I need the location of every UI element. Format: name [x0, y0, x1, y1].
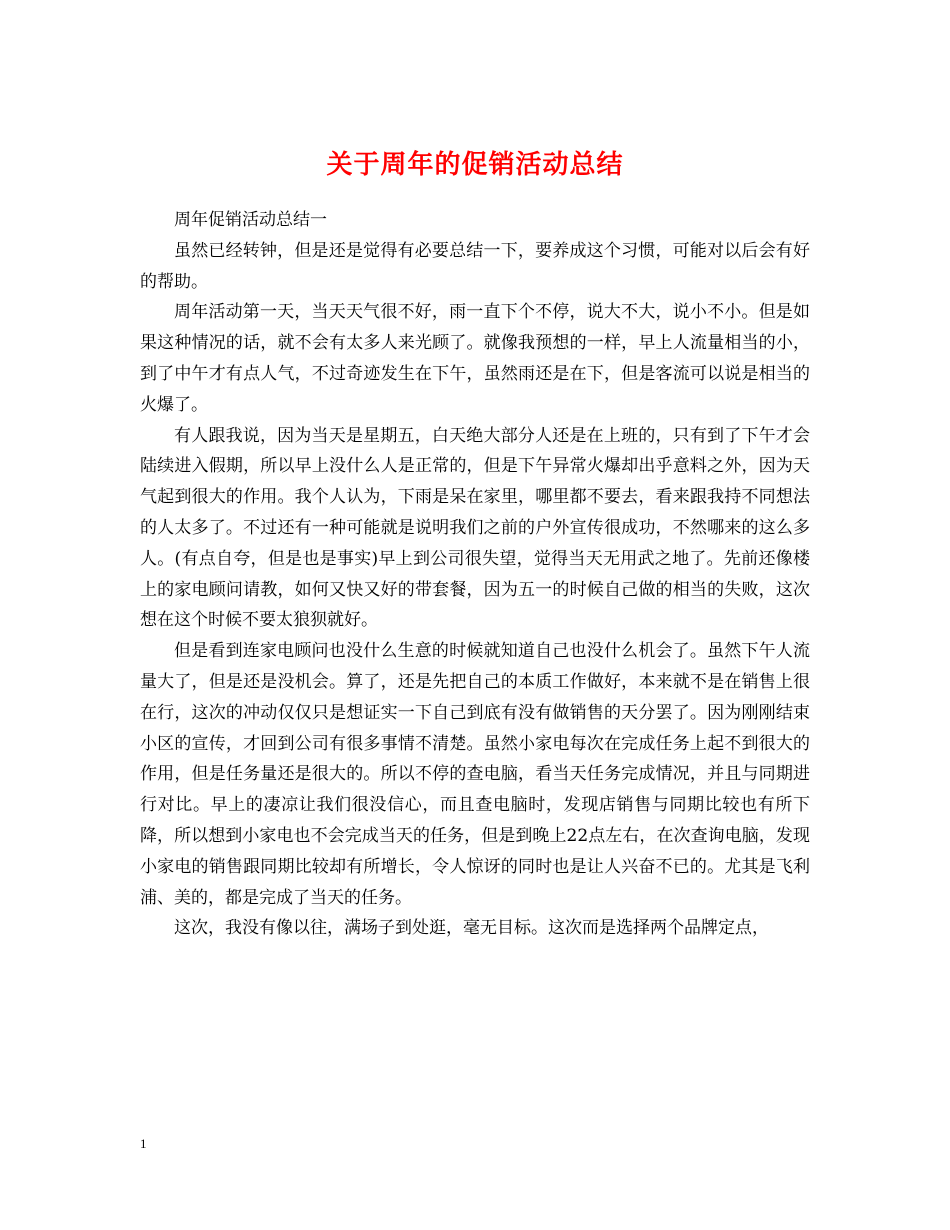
paragraph: 虽然已经转钟，但是还是觉得有必要总结一下，要养成这个习惯，可能对以后会有好的帮助。	[140, 240, 810, 292]
page-number: 1	[140, 1136, 147, 1151]
section-heading: 周年促销活动总结一	[174, 210, 327, 230]
paragraph: 这次，我没有像以往，满场子到处逛，毫无目标。这次而是选择两个品牌定点，	[174, 918, 769, 939]
document-body	[140, 205, 810, 944]
paragraph: 周年活动第一天，当天天气很不好，雨一直下个不停，说大不大，说小不小。但是如果这种情况的话，就不会有太多人来光顾了。就像我预想的一样，早上人流量相当的小，到了中午才有点人气，不过奇迹发生在下午，虽然雨还是在下，但是客流可以说是相当的火爆了。	[140, 302, 810, 415]
paragraph: 有人跟我说，因为当天是星期五，白天绝大部分人还是在上班的，只有到了下午才会陆续进入假期，所以早上没什么人是正常的，但是下午异常火爆却出乎意料之外，因为天气起到很大的作用。我个人认为，下雨是呆在家里，哪里都不要去，看来跟我持不同想法的人太多了。不过还有一种可能就是说明我们之前的户外宣传很成功，不然哪来的这么多人。(有点自夸，但是也是事实)早上到公司很失望，觉得当天无用武之地了。先前还像楼上的家电顾问请教，如何又快又好的带套餐，因为五一的时候自己做的相当的失败，这次想在这个时候不要太狼狈就好。	[140, 425, 810, 631]
document-title: 关于周年的促销活动总结	[326, 150, 624, 181]
paragraph: 但是看到连家电顾问也没什么生意的时候就知道自己也没什么机会了。虽然下午人流量大了，但是还是没机会。算了，还是先把自己的本质工作做好，本来就不是在销售上很在行，这次的冲动仅仅只是想证实一下自己到底有没有做销售的天分罢了。因为刚刚结束小区的宣传，才回到公司有很多事情不清楚。虽然小家电每次在完成任务上起不到很大的作用，但是任务量还是很大的。所以不停的查电脑，看当天任务完成情况，并且与同期进行对比。早上的凄凉让我们很没信心，而且查电脑时，发现店销售与同期比较也有所下降，所以想到小家电也不会完成当天的任务，但是到晚上22点左右，在次查询电脑，发现小家电的销售跟同期比较却有所增长，令人惊讶的同时也是让人兴奋不已的。尤其是飞利浦、美的，都是完成了当天的任务。	[140, 641, 810, 908]
